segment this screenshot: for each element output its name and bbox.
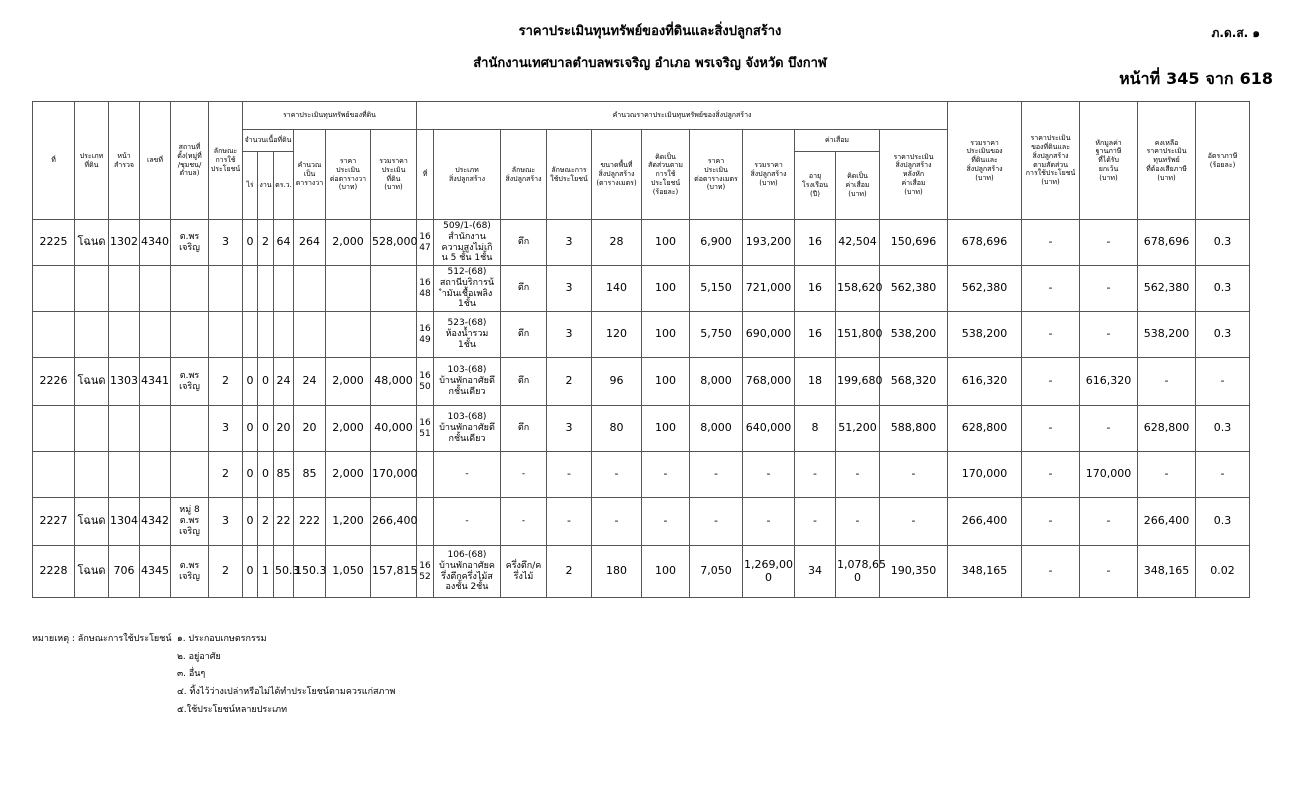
col-price-per-sqwa: ราคา ประเมิน ต่อตารางวา (บาท): [326, 130, 371, 220]
table-row: [33, 406, 1304, 452]
cell-b-char: ตึก: [501, 220, 547, 266]
cell-rate: 0.3: [1196, 498, 1250, 546]
cell-b-usage: 2: [547, 546, 592, 598]
cell-no: [33, 406, 75, 452]
col-building-character: ลักษณะ สิ่งปลูกสร้าง: [501, 130, 547, 220]
cell-usage: 3: [209, 220, 243, 266]
cell-no: 2228: [33, 546, 75, 598]
cell-rai: [243, 312, 258, 358]
cell-exemption: -: [1080, 220, 1138, 266]
cell-usage: 3: [209, 498, 243, 546]
cell-taxable: 266,400: [1138, 498, 1196, 546]
table-row: [33, 220, 1304, 266]
cell-rai: 0: [243, 358, 258, 406]
cell-taxable: 562,380: [1138, 266, 1196, 312]
col-building-net: ราคาประเมิน สิ่งปลูกสร้าง หลังหัก ค่าเสื่อม (บาท): [880, 130, 948, 220]
table-header: [33, 102, 1304, 220]
cell-b-dep: 158,620: [836, 266, 880, 312]
cell-b-total: 640,000: [743, 406, 795, 452]
cell-rate: 0.3: [1196, 406, 1250, 452]
cell-proportional: -: [1022, 312, 1080, 358]
cell-total: 348,165: [948, 546, 1022, 598]
cell-b-net: 150,696: [880, 220, 948, 266]
cell-b-area: 120: [592, 312, 642, 358]
cell-sqwa: 22: [274, 498, 294, 546]
cell-survey-page: 706: [109, 546, 140, 598]
cell-taxable: 348,165: [1138, 546, 1196, 598]
notes-label: หมายเหตุ : ลักษณะการใช้ประโยชน์: [32, 634, 172, 644]
cell-survey-page: [109, 266, 140, 312]
cell-number: 4345: [140, 546, 171, 598]
cell-no: [33, 266, 75, 312]
cell-b-char: -: [501, 452, 547, 498]
cell-total: 628,800: [948, 406, 1022, 452]
col-survey-page: หน้า สำรวจ: [109, 102, 140, 220]
cell-b-total: 193,200: [743, 220, 795, 266]
cell-b-age: 16: [795, 266, 836, 312]
cell-rate: 0.3: [1196, 220, 1250, 266]
cell-number: 4342: [140, 498, 171, 546]
cell-sqwa: 64: [274, 220, 294, 266]
cell-b-char: ตึก: [501, 312, 547, 358]
cell-b-price-sqm: 5,750: [690, 312, 743, 358]
cell-b-no: 16 51: [417, 406, 434, 452]
cell-usage: 3: [209, 406, 243, 452]
cell-b-dep: 199,680: [836, 358, 880, 406]
cell-location: ต.พร เจริญ: [171, 220, 209, 266]
cell-b-no: 16 50: [417, 358, 434, 406]
cell-no: 2225: [33, 220, 75, 266]
cell-sqwa: 50.3: [274, 546, 294, 598]
cell-b-usage: 2: [547, 358, 592, 406]
cell-calc: 222: [294, 498, 326, 546]
cell-b-total: -: [743, 452, 795, 498]
cell-exemption: -: [1080, 406, 1138, 452]
cell-total: 562,380: [948, 266, 1022, 312]
group-building-price: คำนวณราคาประเมินทุนทรัพย์ของสิ่งปลูกสร้าง: [417, 102, 948, 130]
cell-no: 2226: [33, 358, 75, 406]
cell-taxable: 628,800: [1138, 406, 1196, 452]
cell-b-usage: 3: [547, 406, 592, 452]
cell-land-type: โฉนด: [75, 546, 109, 598]
cell-sqwa: 85: [274, 452, 294, 498]
col-rai: ไร่: [243, 152, 258, 220]
cell-b-ratio: 100: [642, 358, 690, 406]
cell-b-area: 180: [592, 546, 642, 598]
cell-exemption: 170,000: [1080, 452, 1138, 498]
col-total-value: รวมราคา ประเมินของ ที่ดินและ สิ่งปลูกสร้าง (บาท): [948, 102, 1022, 220]
cell-b-dep: -: [836, 498, 880, 546]
cell-b-price-sqm: 5,150: [690, 266, 743, 312]
col-proportional-value: ราคาประเมิน ของที่ดินและ สิ่งปลูกสร้าง ตามสัดส่วน การใช้ประโยชน์ (บาท): [1022, 102, 1080, 220]
cell-survey-page: [109, 312, 140, 358]
group-land-area: จำนวนเนื้อที่ดิน: [243, 130, 294, 152]
cell-b-type: 103-(68) บ้านพักอาศัยตึ กชั้นเดียว: [434, 406, 501, 452]
form-code: ภ.ด.ส. ๑: [1211, 26, 1260, 40]
cell-ngan: 2: [258, 220, 274, 266]
cell-calc: [294, 266, 326, 312]
cell-price-sqwa: [326, 312, 371, 358]
cell-b-total: 768,000: [743, 358, 795, 406]
cell-b-type: 103-(68) บ้านพักอาศัยตึ กชั้นเดียว: [434, 358, 501, 406]
cell-rate: -: [1196, 452, 1250, 498]
col-building-type: ประเภท สิ่งปลูกสร้าง: [434, 130, 501, 220]
col-depreciation: คิดเป็น ค่าเสื่อม (บาท): [836, 152, 880, 220]
cell-rai: 0: [243, 406, 258, 452]
cell-survey-page: [109, 406, 140, 452]
cell-ngan: 0: [258, 406, 274, 452]
cell-b-no: [417, 498, 434, 546]
cell-b-type: -: [434, 452, 501, 498]
cell-proportional: -: [1022, 546, 1080, 598]
cell-b-ratio: -: [642, 452, 690, 498]
table-row: [33, 312, 1304, 358]
page-label: หน้าที่: [1119, 69, 1161, 88]
cell-land-total: 170,000: [371, 452, 417, 498]
table-row: [33, 358, 1304, 406]
cell-b-total: 690,000: [743, 312, 795, 358]
cell-rate: -: [1196, 358, 1250, 406]
table-row: [33, 452, 1304, 498]
cell-b-dep: -: [836, 452, 880, 498]
cell-rai: [243, 266, 258, 312]
col-building-ratio: คิดเป็น สัดส่วนตาม การใช้ ประโยชน์ (ร้อยละ): [642, 130, 690, 220]
cell-exemption: -: [1080, 266, 1138, 312]
cell-b-ratio: 100: [642, 546, 690, 598]
cell-price-sqwa: 2,000: [326, 452, 371, 498]
page-current: 345: [1166, 69, 1200, 88]
cell-b-area: -: [592, 498, 642, 546]
cell-number: [140, 312, 171, 358]
cell-b-net: 568,320: [880, 358, 948, 406]
cell-total: 678,696: [948, 220, 1022, 266]
col-building-area: ขนาดพื้นที่ สิ่งปลูกสร้าง (ตารางเมตร): [592, 130, 642, 220]
col-usage-type: ลักษณะ การใช้ ประโยชน์: [209, 102, 243, 220]
cell-b-area: 28: [592, 220, 642, 266]
cell-survey-page: 1302: [109, 220, 140, 266]
cell-b-price-sqm: 8,000: [690, 358, 743, 406]
cell-b-no: 16 48: [417, 266, 434, 312]
cell-b-net: 588,800: [880, 406, 948, 452]
cell-total: 616,320: [948, 358, 1022, 406]
col-total-land-price: รวมราคา ประเมิน ที่ดิน (บาท): [371, 130, 417, 220]
col-number: เลขที่: [140, 102, 171, 220]
cell-b-area: -: [592, 452, 642, 498]
cell-b-area: 96: [592, 358, 642, 406]
cell-calc: 264: [294, 220, 326, 266]
cell-calc: 20: [294, 406, 326, 452]
cell-price-sqwa: 2,000: [326, 358, 371, 406]
cell-land-type: โฉนด: [75, 220, 109, 266]
office-subtitle: สำนักงานเทศบาลตำบลพรเจริญ อำเภอ พรเจริญ จังหวัด บึงกาฬ: [473, 56, 827, 71]
cell-land-total: 40,000: [371, 406, 417, 452]
group-land-price: ราคาประเมินทุนทรัพย์ของที่ดิน: [243, 102, 417, 130]
cell-calc: 24: [294, 358, 326, 406]
cell-b-usage: -: [547, 498, 592, 546]
cell-b-age: 34: [795, 546, 836, 598]
cell-calc: [294, 312, 326, 358]
cell-b-char: -: [501, 498, 547, 546]
cell-b-ratio: -: [642, 498, 690, 546]
cell-b-ratio: 100: [642, 220, 690, 266]
cell-land-total: 528,000: [371, 220, 417, 266]
cell-location: ต.พร เจริญ: [171, 358, 209, 406]
page-of-label: จาก: [1205, 69, 1234, 88]
cell-usage: 2: [209, 358, 243, 406]
note-item: ๔. ทิ้งไว้ว่างเปล่าหรือไม่ได้ทำประโยชน์ตามควรแก่สภาพ: [177, 687, 396, 698]
col-taxable: คงเหลือ ราคาประเมิน ทุนทรัพย์ ที่ต้องเสียภาษี (บาท): [1138, 102, 1196, 220]
cell-proportional: -: [1022, 498, 1080, 546]
cell-price-sqwa: 2,000: [326, 220, 371, 266]
cell-b-char: ตึก: [501, 406, 547, 452]
cell-taxable: -: [1138, 358, 1196, 406]
table-body: [33, 220, 1304, 598]
cell-b-price-sqm: 6,900: [690, 220, 743, 266]
cell-price-sqwa: 2,000: [326, 406, 371, 452]
cell-ngan: [258, 266, 274, 312]
cell-b-price-sqm: -: [690, 498, 743, 546]
cell-land-total: 157,815: [371, 546, 417, 598]
cell-total: 266,400: [948, 498, 1022, 546]
cell-rate: 0.02: [1196, 546, 1250, 598]
col-calc-sqwa: คำนวณ เป็น ตารางวา: [294, 130, 326, 220]
cell-b-char: ตึก: [501, 358, 547, 406]
cell-location: [171, 406, 209, 452]
cell-land-type: [75, 312, 109, 358]
cell-no: [33, 452, 75, 498]
cell-total: 170,000: [948, 452, 1022, 498]
page-number: [1116, 67, 1276, 92]
cell-b-net: 538,200: [880, 312, 948, 358]
note-item: ๕.ใช้ประโยชน์หลายประเภท: [177, 704, 288, 715]
cell-sqwa: 20: [274, 406, 294, 452]
cell-sqwa: [274, 312, 294, 358]
col-ngan: งาน: [258, 152, 274, 220]
cell-b-dep: 1,078,65 0: [836, 546, 880, 598]
note-item: ๓. อื่นๆ: [177, 669, 206, 680]
cell-b-net: 562,380: [880, 266, 948, 312]
cell-price-sqwa: 1,200: [326, 498, 371, 546]
page-title: ราคาประเมินทุนทรัพย์ของที่ดินและสิ่งปลูกสร้าง: [518, 24, 782, 39]
col-tax-rate: อัตราภาษี (ร้อยละ): [1196, 102, 1250, 220]
col-building-total: รวมราคา สิ่งปลูกสร้าง (บาท): [743, 130, 795, 220]
col-land-type: ประเภท ที่ดิน: [75, 102, 109, 220]
cell-proportional: -: [1022, 358, 1080, 406]
cell-number: [140, 452, 171, 498]
assessment-table: [32, 101, 1304, 598]
cell-location: [171, 452, 209, 498]
col-price-per-sqm: ราคา ประเมิน ต่อตารางเมตร (บาท): [690, 130, 743, 220]
cell-location: ต.พร เจริญ: [171, 546, 209, 598]
cell-rai: 0: [243, 220, 258, 266]
cell-ngan: 0: [258, 358, 274, 406]
cell-land-total: 48,000: [371, 358, 417, 406]
col-building-usage: ลักษณะการ ใช้ประโยชน์: [547, 130, 592, 220]
cell-b-type: -: [434, 498, 501, 546]
group-depreciation: ค่าเสื่อม: [795, 130, 880, 152]
cell-b-age: 16: [795, 312, 836, 358]
cell-taxable: 538,200: [1138, 312, 1196, 358]
cell-b-no: 16 49: [417, 312, 434, 358]
cell-b-usage: 3: [547, 266, 592, 312]
cell-b-age: 18: [795, 358, 836, 406]
cell-proportional: -: [1022, 220, 1080, 266]
cell-land-type: โฉนด: [75, 358, 109, 406]
cell-b-total: 1,269,00 0: [743, 546, 795, 598]
cell-b-total: -: [743, 498, 795, 546]
cell-usage: 2: [209, 546, 243, 598]
cell-b-usage: 3: [547, 312, 592, 358]
cell-location: [171, 266, 209, 312]
col-building-age: อายุ โรงเรือน (ปี): [795, 152, 836, 220]
cell-b-area: 140: [592, 266, 642, 312]
cell-proportional: -: [1022, 406, 1080, 452]
cell-sqwa: 24: [274, 358, 294, 406]
cell-land-total: [371, 266, 417, 312]
cell-number: [140, 266, 171, 312]
table-row: [33, 546, 1304, 598]
cell-b-age: -: [795, 452, 836, 498]
cell-calc: 85: [294, 452, 326, 498]
cell-price-sqwa: 1,050: [326, 546, 371, 598]
cell-b-usage: 3: [547, 220, 592, 266]
col-location: สถานที่ ตั้ง(หมู่ที่ /ชุมชน/ ตำบล): [171, 102, 209, 220]
notes-section: [32, 631, 395, 719]
cell-ngan: [258, 312, 274, 358]
col-exemption: หักมูลค่า ฐานภาษี ที่ได้รับ ยกเว้น (บาท): [1080, 102, 1138, 220]
table-row: [33, 266, 1304, 312]
cell-b-price-sqm: 7,050: [690, 546, 743, 598]
table-row: [33, 498, 1304, 546]
cell-b-type: 509/1-(68) สำนักงาน ความสูงไม่เกิ น 5 ชั้น 1ชั้น: [434, 220, 501, 266]
cell-number: 4340: [140, 220, 171, 266]
note-item: ๑. ประกอบเกษตรกรรม: [177, 634, 267, 644]
cell-number: [140, 406, 171, 452]
cell-sqwa: [274, 266, 294, 312]
cell-land-type: [75, 452, 109, 498]
cell-b-usage: -: [547, 452, 592, 498]
col-no: ที่: [33, 102, 75, 220]
cell-b-ratio: 100: [642, 266, 690, 312]
col-sqwa: ตร.ว.: [274, 152, 294, 220]
cell-price-sqwa: [326, 266, 371, 312]
cell-b-price-sqm: 8,000: [690, 406, 743, 452]
cell-land-total: 266,400: [371, 498, 417, 546]
cell-proportional: -: [1022, 266, 1080, 312]
cell-b-total: 721,000: [743, 266, 795, 312]
cell-b-net: -: [880, 452, 948, 498]
cell-rate: 0.3: [1196, 266, 1250, 312]
page-total: 618: [1239, 69, 1273, 88]
cell-b-dep: 51,200: [836, 406, 880, 452]
cell-rai: 0: [243, 546, 258, 598]
cell-location: [171, 312, 209, 358]
cell-b-char: ครึ่งตึก/ค รึ่งไม้: [501, 546, 547, 598]
cell-total: 538,200: [948, 312, 1022, 358]
cell-survey-page: [109, 452, 140, 498]
cell-usage: [209, 312, 243, 358]
cell-usage: 2: [209, 452, 243, 498]
cell-b-net: -: [880, 498, 948, 546]
cell-land-type: [75, 406, 109, 452]
cell-usage: [209, 266, 243, 312]
cell-b-dep: 151,800: [836, 312, 880, 358]
cell-b-ratio: 100: [642, 312, 690, 358]
cell-b-age: 8: [795, 406, 836, 452]
cell-b-ratio: 100: [642, 406, 690, 452]
cell-taxable: 678,696: [1138, 220, 1196, 266]
cell-no: [33, 312, 75, 358]
cell-exemption: 616,320: [1080, 358, 1138, 406]
cell-ngan: 0: [258, 452, 274, 498]
cell-ngan: 1: [258, 546, 274, 598]
cell-b-age: 16: [795, 220, 836, 266]
cell-exemption: -: [1080, 312, 1138, 358]
cell-number: 4341: [140, 358, 171, 406]
col-building-no: ที่: [417, 130, 434, 220]
cell-b-dep: 42,504: [836, 220, 880, 266]
cell-taxable: -: [1138, 452, 1196, 498]
note-item: ๒. อยู่อาศัย: [177, 651, 221, 662]
cell-b-type: 106-(68) บ้านพักอาศัยค รึ่งตึกครึ่งไม้ส องชั้น 2ชั้น: [434, 546, 501, 598]
cell-survey-page: 1303: [109, 358, 140, 406]
cell-no: 2227: [33, 498, 75, 546]
cell-survey-page: 1304: [109, 498, 140, 546]
cell-rai: 0: [243, 452, 258, 498]
cell-proportional: -: [1022, 452, 1080, 498]
cell-b-age: -: [795, 498, 836, 546]
cell-b-no: [417, 452, 434, 498]
cell-location: หมู่ 8 ต.พร เจริญ: [171, 498, 209, 546]
cell-land-type: [75, 266, 109, 312]
cell-b-area: 80: [592, 406, 642, 452]
cell-rai: 0: [243, 498, 258, 546]
cell-b-no: 16 52: [417, 546, 434, 598]
cell-land-type: โฉนด: [75, 498, 109, 546]
cell-calc: 150.3: [294, 546, 326, 598]
cell-b-price-sqm: -: [690, 452, 743, 498]
cell-rate: 0.3: [1196, 312, 1250, 358]
cell-ngan: 2: [258, 498, 274, 546]
cell-b-char: ตึก: [501, 266, 547, 312]
cell-b-type: 512-(68) สถานีบริการน้ ำมันเชื้อเพลิง 1ชั้น: [434, 266, 501, 312]
cell-b-no: 16 47: [417, 220, 434, 266]
cell-exemption: -: [1080, 546, 1138, 598]
cell-b-net: 190,350: [880, 546, 948, 598]
cell-land-total: [371, 312, 417, 358]
cell-exemption: -: [1080, 498, 1138, 546]
cell-b-type: 523-(68) ห้องน้ำรวม 1ชั้น: [434, 312, 501, 358]
